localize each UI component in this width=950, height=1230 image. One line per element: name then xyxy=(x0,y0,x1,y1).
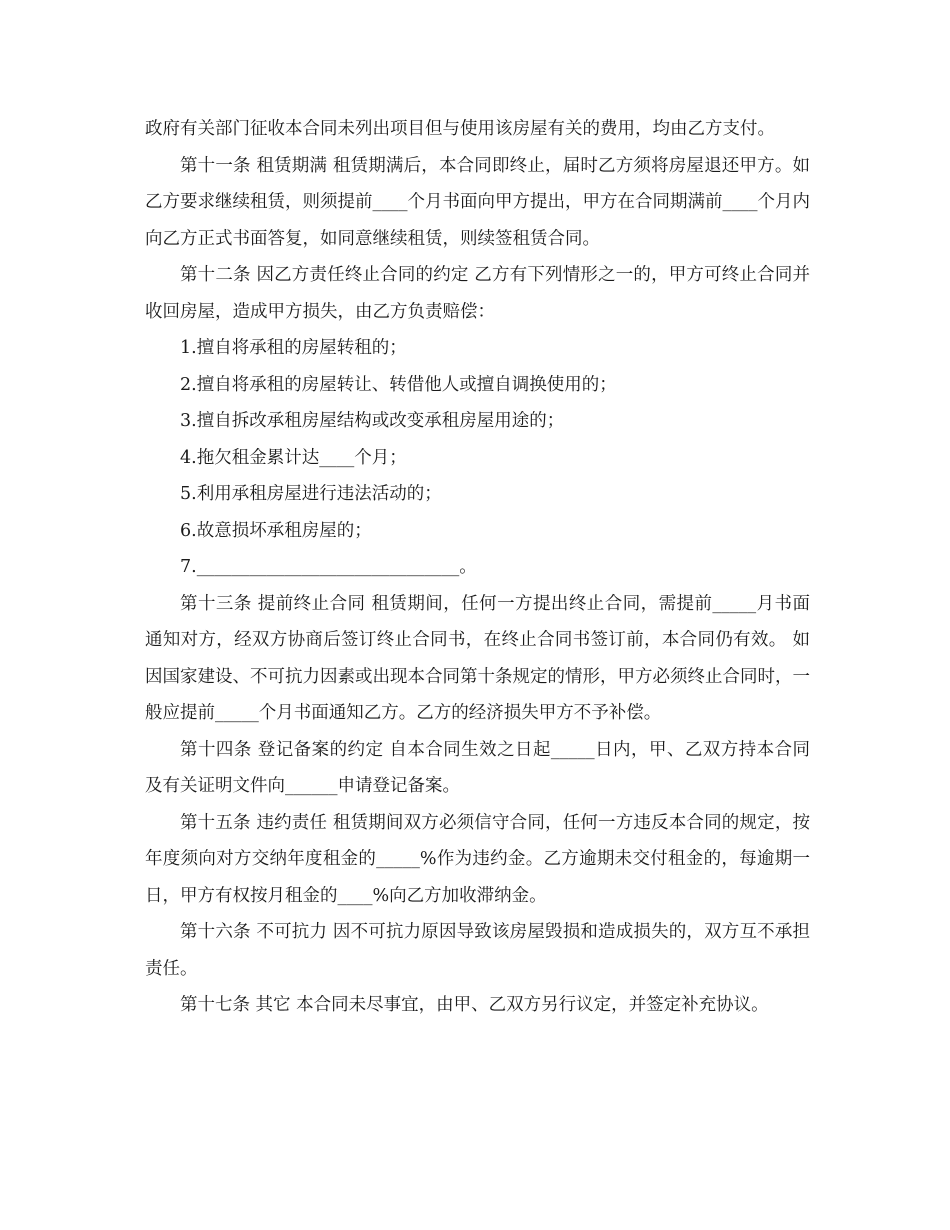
article-14: 第十四条 登记备案的约定 自本合同生效之日起_____日内，甲、乙双方持本合同及有关证明文件向______申请登记备案。 xyxy=(145,739,810,796)
article-17: 第十七条 其它 本合同未尽事宜，由甲、乙双方另行议定，并签定补充协议。 xyxy=(180,995,769,1015)
article-11: 第十一条 租赁期满 租赁期满后，本合同即终止，届时乙方须将房屋退还甲方。如乙方要求继续租赁，则须提前____个月书面向甲方提出，甲方在合同期满前____个月内向乙方正式书面答复，如同意继续租赁，则续签租赁合同。 xyxy=(145,155,810,249)
article-15: 第十五条 违约责任 租赁期间双方必须信守合同，任何一方违反本合同的规定，按年度须向对方交纳年度租金的_____%作为违约金。乙方逾期未交付租金的，每逾期一日，甲方有权按月租金的____%向乙方加收滞纳金。 xyxy=(145,812,810,906)
paragraph-continuation: 政府有关部门征收本合同未列出项目但与使用该房屋有关的费用，均由乙方支付。 xyxy=(145,119,775,139)
article-13: 第十三条 提前终止合同 租赁期间，任何一方提出终止合同，需提前_____月书面通知对方，经双方协商后签订终止合同书，在终止合同书签订前，本合同仍有效。 如因国家建设、不可抗力因素或出现本合同第十条规定的情形，甲方必须终止合同时，一般应提前_____个月书面通知乙方。乙方的经济损失甲方不予补偿。 xyxy=(145,593,810,723)
document-body xyxy=(145,111,810,1024)
list-item-7: 7.______________________________。 xyxy=(180,557,477,577)
list-item-4: 4.拖欠租金累计达____个月； xyxy=(180,447,407,468)
article-16: 第十六条 不可抗力 因不可抗力原因导致该房屋毁损和造成损失的，双方互不承担责任。 xyxy=(145,922,810,979)
list-item-2: 2.擅自将承租的房屋转让、转借他人或擅自调换使用的； xyxy=(180,374,617,395)
list-item-3: 3.擅自拆改承租房屋结构或改变承租房屋用途的； xyxy=(180,411,565,431)
list-item-5: 5.利用承租房屋进行违法活动的； xyxy=(180,484,442,504)
list-item-1: 1.擅自将承租的房屋转租的； xyxy=(180,338,407,358)
article-12: 第十二条 因乙方责任终止合同的约定 乙方有下列情形之一的，甲方可终止合同并收回房屋，造成甲方损失，由乙方负责赔偿： xyxy=(145,265,810,322)
list-item-6: 6.故意损坏承租房屋的； xyxy=(180,520,372,541)
